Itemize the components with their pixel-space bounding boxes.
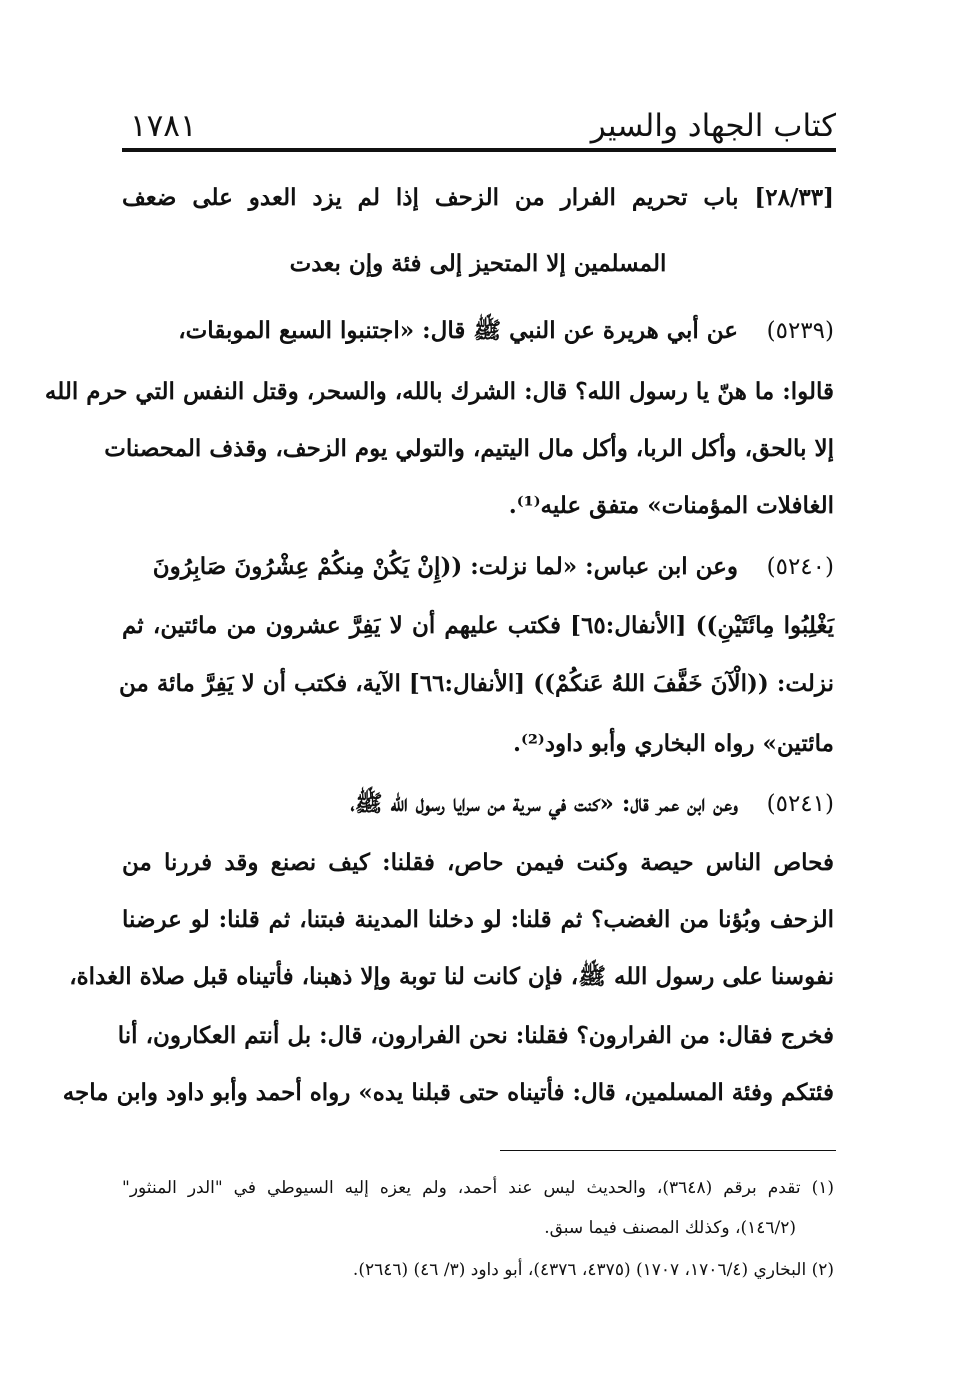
page-number: ١٧٨١ xyxy=(130,108,197,144)
hadith-5239-line-4: الغافلات المؤمنات» متفق عليه⁽¹⁾. xyxy=(508,492,834,519)
hadith-5239-line-3: إلا بالحق، وأكل الربا، وأكل مال اليتيم، والتولي يوم الزحف، وقذف المحصنات xyxy=(104,435,834,462)
hadith-5241-line-3: الزحف وبُؤنا من الغضب؟ ثم قلنا: لو دخلنا المدينة فبتنا، ثم قلنا: لو عرضنا xyxy=(122,906,834,933)
hadith-number: (٥٢٤٠) xyxy=(766,554,834,580)
hadith-5241-number xyxy=(767,787,834,821)
book-title: كتاب الجهاد والسير xyxy=(590,108,836,144)
running-header xyxy=(122,108,836,148)
hadith-5239-line-1: عن أبي هريرة عن النبي ﷺ قال: «اجتنبوا السبع الموبقات، xyxy=(178,317,738,344)
hadith-5239-number xyxy=(767,314,834,348)
chapter-heading-line-2: المسلمين إلا المتحيز إلى فئة وإن بعدت xyxy=(289,250,667,277)
hadith-5240-line-4: مائتين» رواه البخاري وأبو داود⁽²⁾. xyxy=(512,730,834,757)
hadith-5240-line-2: يَغْلِبُوا مِائَتَيْنِ)) [الأنفال:٦٥] فكتب عليهم أن لا يَفِرَّ عشرون من مائتين، ثم xyxy=(122,612,834,639)
hadith-5241-line-5: فخرج فقال: من الفرارون؟ فقلنا: نحن الفرارون، قال: بل أنتم العكارون، أنا xyxy=(117,1022,834,1049)
header-rule xyxy=(122,148,836,152)
footnote-rule xyxy=(500,1150,836,1151)
hadith-5240-line-1: وعن ابن عباس: «لما نزلت: ((إِنْ يَكُنْ مِنكُمْ عِشْرُونَ صَابِرُونَ xyxy=(152,553,738,580)
hadith-5241-line-6: فئتكم وفئة المسلمين، قال: فأتيناه حتى قبلنا يده» رواه أحمد وأبو داود وابن ماجه xyxy=(62,1079,834,1106)
hadith-5241-line-1: وعن ابن عمر قال: «كنت في سرية من سرايا رسول الله ﷺ، xyxy=(350,790,738,817)
hadith-number: (٥٢٣٩) xyxy=(766,318,834,344)
footnote-2: (٢) البخاري (١٧٠٦/٤، ١٧٠٧) (٤٣٧٥، ٤٣٧٦)، أبو داود (٣/ ٤٦) (٢٦٤٦). xyxy=(352,1260,834,1280)
hadith-5241-line-2: فحاص الناس حيصة وكنت فيمن حاص، فقلنا: كيف نصنع وقد فررنا من xyxy=(122,849,834,876)
hadith-5240-number xyxy=(767,550,834,584)
footnote-1-line-2: (١٤٦/٢)، وكذلك المصنف فيما سبق. xyxy=(544,1218,796,1238)
hadith-5239-line-2: قالوا: ما هنّ يا رسول الله؟ قال: الشرك بالله، والسحر، وقتل النفس التي حرم الله xyxy=(44,378,834,405)
chapter-heading-line-1: [٢٨/٣٣] باب تحريم الفرار من الزحف إذا لم يزد العدو على ضعف xyxy=(122,184,834,211)
footnote-1-line-1: (١) تقدم برقم (٣٦٤٨)، والحديث ليس عند أحمد، ولم يعزه إليه السيوطي في "الدر المنثور" xyxy=(122,1178,834,1198)
hadith-5241-line-4: نفوسنا على رسول الله ﷺ، فإن كانت لنا توبة وإلا ذهبنا، فأتيناه قبل صلاة الغداة، xyxy=(69,963,834,990)
hadith-number: (٥٢٤١) xyxy=(766,791,834,817)
hadith-5240-line-3: نزلت: ((الْآنَ خَفَّفَ اللهُ عَنكُمْ)) [الأنفال:٦٦] الآية، فكتب أن لا يَفِرَّ مائة من xyxy=(118,670,834,697)
